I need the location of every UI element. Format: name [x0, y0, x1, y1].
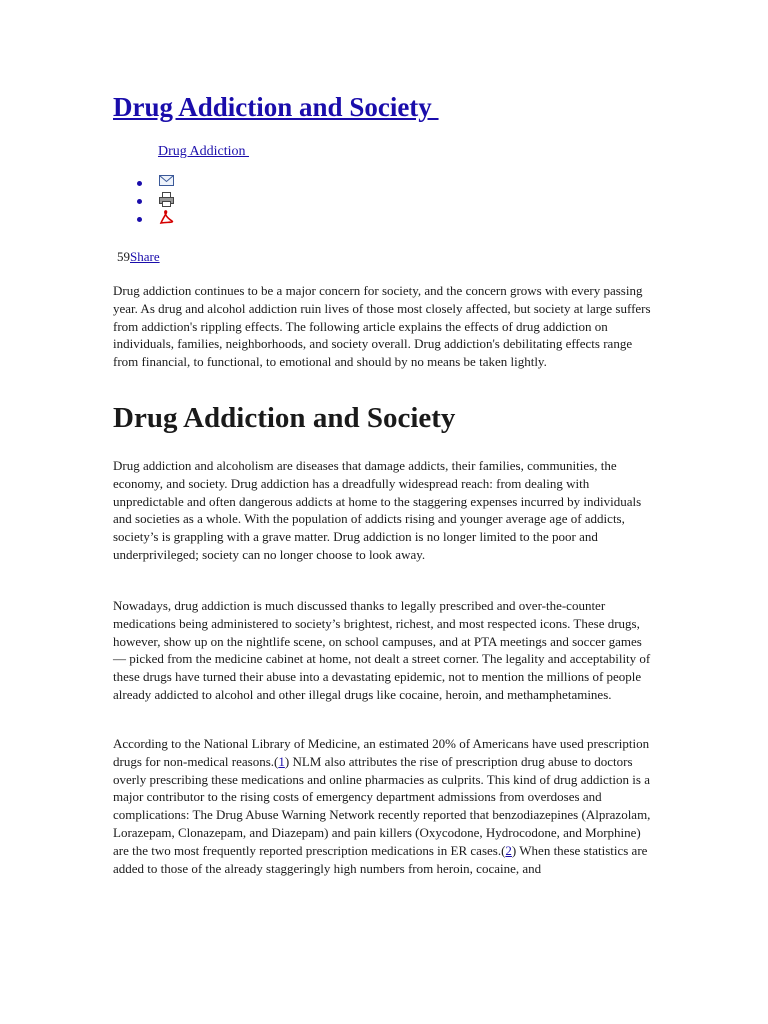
reference-link-1[interactable]: 1 [278, 753, 285, 769]
share-widget [117, 249, 160, 265]
category-link[interactable]: Drug Addiction [158, 144, 249, 159]
share-icon-list [113, 174, 174, 228]
body-paragraph-3-part-1: According to the National Library of Medicine, an estimated 20% of Americans have used prescription drugs for non-medical reasons. [113, 736, 650, 769]
share-item-email [113, 174, 174, 192]
body-paragraph-1: Drug addiction and alcoholism are diseases that damage addicts, their families, communities, the economy, and society. Drug addiction has a dreadfully widespread reach: from dealing with unpredictable and often dangerous addicts at home to the staggering expenses incurred by individuals and societies as a whole. With the population of addicts rising and younger average age of addicts, society’s is grappling with a grave matter. Drug addiction is no longer limited to the poor and underprivileged; society can no longer choose to look away. [113, 458, 642, 562]
share-item-pdf [113, 210, 174, 228]
pdf-icon[interactable] [159, 210, 174, 225]
intro-paragraph: Drug addiction continues to be a major concern for society, and the concern grows with every passing year. As drug and alcohol addiction ruin lives of those most closely affected, but society at large suffers from addiction's rippling effects. The following article explains the effects of drug addiction on individuals, families, neighborhoods, and society overall. Drug addiction's debilitating effects range from financial, to functional, to emotional and should by no means be taken lightly. [113, 283, 651, 370]
email-icon[interactable] [159, 174, 174, 187]
article-title-link[interactable]: Drug Addiction and Society [113, 92, 439, 122]
body-paragraph-3-part-3: When these statistics are added to those of the already staggeringly high numbers from heroin, cocaine, and [113, 842, 648, 876]
body-paragraph-2: Nowadays, drug addiction is much discussed thanks to legally prescribed and over-the-counter medications being administered to society’s brightest, richest, and most respected icons. These drugs, however, show up on the nightlife scene, on school campuses, and at PTA meetings and soccer games — picked from the medicine cabinet at home, not dealt a street corner. The legality and acceptability of these drugs have turned their abuse into a devastating epidemic, not to mention the millions of people already addicted to alcohol and other illegal drugs like cocaine, heroin, and methamphetamines. [113, 598, 651, 702]
share-link[interactable]: Share [130, 249, 160, 264]
share-item-print [113, 192, 174, 210]
print-icon[interactable] [159, 192, 174, 207]
share-count: 59 [117, 249, 130, 264]
section-heading: Drug Addiction and Society [113, 402, 456, 434]
body-paragraph-3-part-2: NLM also attributes the rise of prescription drug abuse to doctors overly prescribing these medications and online pharmacies as culprits. This kind of drug addiction is a major contributor to the rising costs of emergency department admissions from overdoses and complications: The Drug Abuse Warning Network recently reported that benzodiazepines (Alprazolam, Lorazepam, Clonazepam, and Diazepam) and pain killers (Oxycodone, Hydrocodone, and Morphine) are the two most frequently reported prescription medications in ER cases. [113, 753, 651, 858]
body-paragraph-3: According to the National Library of Medicine, an estimated 20% of Americans have used prescription drugs for non-medical reasons.(1) NLM also attributes the rise of prescription drug abuse to doctors overly prescribing these medications and online pharmacies as culprits. This kind of drug addiction is a major contributor to the rising costs of emergency department admissions from overdoses and complications: The Drug Abuse Warning Network recently reported that benzodiazepines (Alprazolam, Lorazepam, Clonazepam, and Diazepam) and pain killers (Oxycodone, Hydrocodone, and Morphine) are the two most frequently reported prescription medications in ER cases.(2) When these statistics are added to those of the already staggeringly high numbers from heroin, cocaine, and [113, 736, 651, 876]
reference-link-2[interactable]: 2 [505, 842, 512, 858]
